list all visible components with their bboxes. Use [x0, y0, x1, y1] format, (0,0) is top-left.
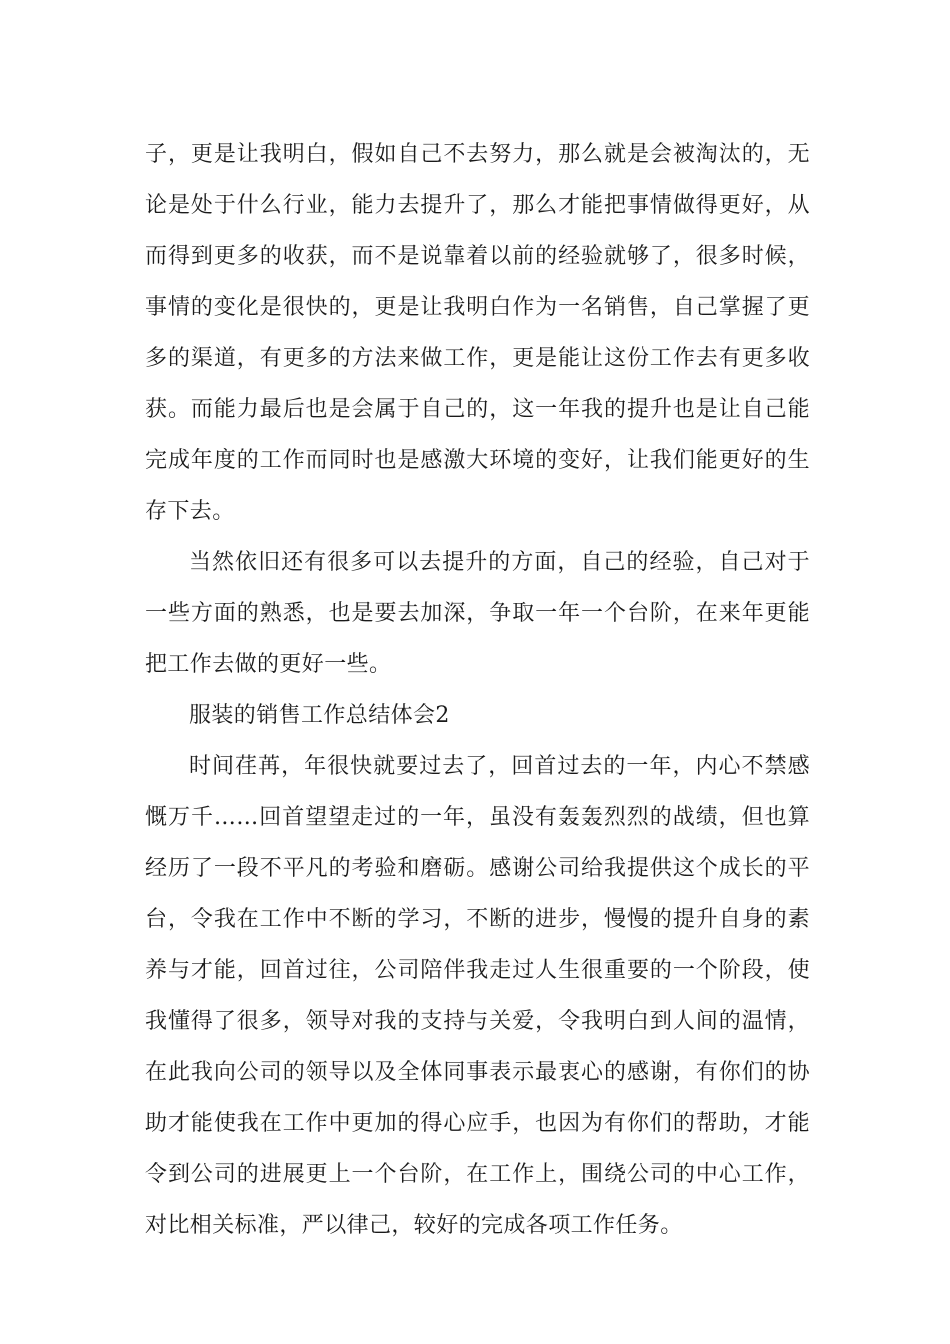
paragraph-improvement: 当然依旧还有很多可以去提升的方面，自己的经验，自己对于一些方面的熟悉，也是要去加深，争取一年一个台阶，在来年更能把工作去做的更好一些。 [145, 550, 810, 677]
section-heading: 服装的销售工作总结体会2 [189, 703, 450, 728]
paragraph-reflection: 时间荏苒，年很快就要过去了，回首过去的一年，内心不禁感慨万千……回首望望走过的一年，虽没有轰轰烈烈的战绩，但也算经历了一段不平凡的考验和磨砺。感谢公司给我提供这个成长的平台，令我在工作中不断的学习，不断的进步，慢慢的提升自身的素养与才能，回首过往，公司陪伴我走过人生很重要的一个阶段，使我懂得了很多，领导对我的支持与关爱，令我明白到人间的温情，在此我向公司的领导以及全体同事表示最衷心的感谢，有你们的协助才能使我在工作中更加的得心应手，也因为有你们的帮助，才能令到公司的进展更上一个台阶，在工作上，围绕公司的中心工作，对比相关标准，严以律己，较好的完成各项工作任务。 [145, 754, 810, 1238]
document-body [145, 129, 810, 1251]
paragraph-continuation: 子，更是让我明白，假如自己不去努力，那么就是会被淘汰的，无论是处于什么行业，能力去提升了，那么才能把事情做得更好，从而得到更多的收获，而不是说靠着以前的经验就够了，很多时候，事情的变化是很快的，更是让我明白作为一名销售，自己掌握了更多的渠道，有更多的方法来做工作，更是能让这份工作去有更多收获。而能力最后也是会属于自己的，这一年我的提升也是让自己能完成年度的工作而同时也是感激大环境的变好，让我们能更好的生存下去。 [145, 142, 810, 524]
